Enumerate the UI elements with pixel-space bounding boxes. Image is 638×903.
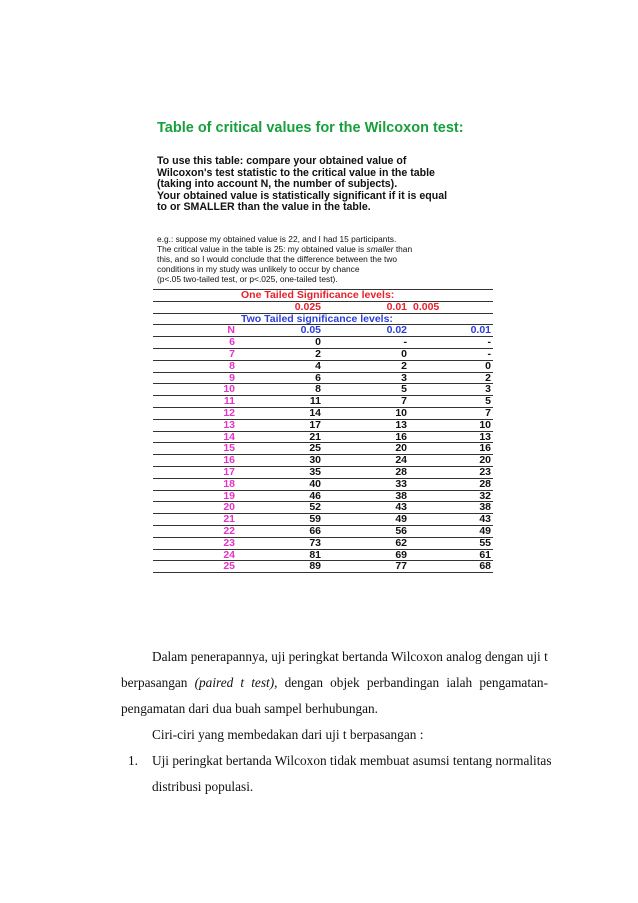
critical-value-cell: 49 [409,525,493,537]
critical-value-cell: 28 [409,478,493,490]
list-item-1-line-2: distribusi populasi. [152,779,254,794]
critical-value-cell: 7 [323,396,409,408]
critical-value-cell: 3 [409,384,493,396]
table-row [153,514,493,526]
blank-cell [153,301,237,313]
critical-value-cell: 20 [409,455,493,467]
example-line [157,244,491,254]
critical-value-cell: 35 [237,466,323,478]
critical-value-cell: 6 [237,372,323,384]
critical-value-cell: - [409,337,493,349]
table-row [153,455,493,467]
n-cell: 25 [153,561,237,573]
word: t [240,675,245,690]
critical-value-cell: 2 [237,348,323,360]
critical-value-cell: 38 [323,490,409,502]
blank-cell [153,313,237,325]
critical-value-cell: 38 [409,502,493,514]
figure-example [157,234,491,284]
example-line: this, and so I would conclude that the difference between the two [157,254,398,264]
word: berpasangan [121,675,188,690]
critical-value-cell: 3 [323,372,409,384]
figure-instructions [157,156,491,214]
list-number: 1. [128,753,138,768]
word: (paired [194,675,234,690]
table-row [153,466,493,478]
n-cell: 6 [153,337,237,349]
critical-value-cell: 55 [409,537,493,549]
critical-value-cell: 16 [409,443,493,455]
word: perbandingan [366,675,440,690]
table-row [153,549,493,561]
critical-value-cell: 5 [323,384,409,396]
table-row [153,348,493,360]
critical-value-cell: 2 [323,360,409,372]
paragraph-1-line-1: Dalam penerapannya, uji peringkat bertanda Wilcoxon analog dengan uji t [152,649,548,664]
instruction-line: to or SMALLER than the value in the table. [157,201,371,214]
critical-value-cell: 89 [237,561,323,573]
critical-value-cell: 73 [237,537,323,549]
table-row [153,537,493,549]
critical-value-cell: 59 [237,514,323,526]
n-cell: 12 [153,407,237,419]
n-cell: 10 [153,384,237,396]
word: dengan [284,675,323,690]
critical-value-cell: 77 [323,561,409,573]
n-cell: 18 [153,478,237,490]
critical-value-cell: 24 [323,455,409,467]
critical-value-cell: 8 [237,384,323,396]
critical-value-cell: 16 [323,431,409,443]
example-text: than [393,244,413,254]
critical-value-cell: 66 [237,525,323,537]
critical-value-cell: 28 [323,466,409,478]
n-cell: 7 [153,348,237,360]
critical-value-cell: 5 [409,396,493,408]
critical-value-cell: 17 [237,419,323,431]
critical-value-cell: 68 [409,561,493,573]
n-cell: 8 [153,360,237,372]
wilcoxon-table-figure [153,118,493,618]
critical-value-cell: 62 [323,537,409,549]
n-cell: 21 [153,514,237,526]
word: test), [251,675,278,690]
critical-value-cell: 69 [323,549,409,561]
table-row [153,396,493,408]
two-tailed-levels-row [153,325,493,337]
paragraph-1-line-2 [121,675,548,691]
critical-values-table [153,289,493,573]
table-row [153,478,493,490]
critical-value-cell: 61 [409,549,493,561]
n-cell: 13 [153,419,237,431]
table-row [153,384,493,396]
word: pengamatan- [479,675,548,690]
critical-value-cell: 81 [237,549,323,561]
critical-value-cell: 21 [237,431,323,443]
critical-value-cell: 56 [323,525,409,537]
table-row [153,337,493,349]
critical-value-cell: 49 [323,514,409,526]
table-row [153,443,493,455]
n-cell: 17 [153,466,237,478]
critical-value-cell: - [323,337,409,349]
critical-value-cell: 46 [237,490,323,502]
blank-cell [153,290,237,302]
n-cell: 16 [153,455,237,467]
critical-value-cell: 25 [237,443,323,455]
example-line: conditions in my study was unlikely to occur by chance [157,264,360,274]
critical-value-cell: 32 [409,490,493,502]
critical-value-cell: 40 [237,478,323,490]
two-tailed-level: 0.02 [323,325,409,337]
one-tailed-level: 0.01 [323,301,409,313]
one-tailed-level: 0.005 [409,301,493,313]
list-item-1-line-1: Uji peringkat bertanda Wilcoxon tidak membuat asumsi tentang normalitas [152,753,552,768]
one-tailed-label: One Tailed Significance levels: [237,290,493,302]
critical-value-cell: 2 [409,372,493,384]
critical-value-cell: 4 [237,360,323,372]
n-cell: 20 [153,502,237,514]
critical-value-cell: 30 [237,455,323,467]
critical-value-cell: 33 [323,478,409,490]
instruction-line: Wilcoxon's test statistic to the critical value in the table [157,166,435,179]
paragraph-2: Ciri-ciri yang membedakan dari uji t berpasangan : [152,727,424,742]
table-row [153,431,493,443]
n-cell: 14 [153,431,237,443]
critical-value-cell: 52 [237,502,323,514]
n-cell: 24 [153,549,237,561]
word: ialah [446,675,473,690]
n-cell: 22 [153,525,237,537]
n-cell: 23 [153,537,237,549]
n-cell: 11 [153,396,237,408]
one-tailed-header-row [153,290,493,302]
table-row [153,490,493,502]
n-header: N [153,325,237,337]
two-tailed-label: Two Tailed significance levels: [237,313,493,325]
critical-value-cell: 23 [409,466,493,478]
critical-value-cell: 13 [409,431,493,443]
critical-value-cell: 0 [323,348,409,360]
two-tailed-header-row [153,313,493,325]
two-tailed-level: 0.01 [409,325,493,337]
table-row [153,360,493,372]
figure-title: Table of critical values for the Wilcoxon test: [157,120,464,136]
critical-value-cell: 10 [323,407,409,419]
table-row [153,525,493,537]
instruction-line: Your obtained value is statistically significant if it is equal [157,189,448,202]
critical-value-cell: 11 [237,396,323,408]
paragraph-1-line-3: pengamatan dari dua buah sampel berhubungan. [121,701,378,716]
example-text: The critical value in the table is 25: my obtained value is [157,244,367,254]
word: objek [330,675,360,690]
example-line: (p<.05 two-tailed test, or p<.025, one-tailed test). [157,274,338,284]
critical-value-cell: 10 [409,419,493,431]
table-row [153,407,493,419]
example-line: e.g.: suppose my obtained value is 22, and I had 15 participants. [157,234,397,244]
example-emphasis: smaller [366,244,394,254]
table-row [153,419,493,431]
two-tailed-level: 0.05 [237,325,323,337]
instruction-line: (taking into account N, the number of subjects). [157,178,398,191]
critical-value-cell: 14 [237,407,323,419]
critical-value-cell: 7 [409,407,493,419]
n-cell: 19 [153,490,237,502]
one-tailed-levels-row [153,301,493,313]
critical-value-cell: - [409,348,493,360]
critical-value-cell: 43 [323,502,409,514]
table-row [153,561,493,573]
n-cell: 9 [153,372,237,384]
table-row [153,502,493,514]
critical-value-cell: 0 [237,337,323,349]
critical-value-cell: 0 [409,360,493,372]
instruction-line: To use this table: compare your obtained value of [157,155,407,167]
n-cell: 15 [153,443,237,455]
critical-value-cell: 13 [323,419,409,431]
one-tailed-level: 0.025 [237,301,323,313]
critical-value-cell: 43 [409,514,493,526]
table-row [153,372,493,384]
critical-value-cell: 20 [323,443,409,455]
